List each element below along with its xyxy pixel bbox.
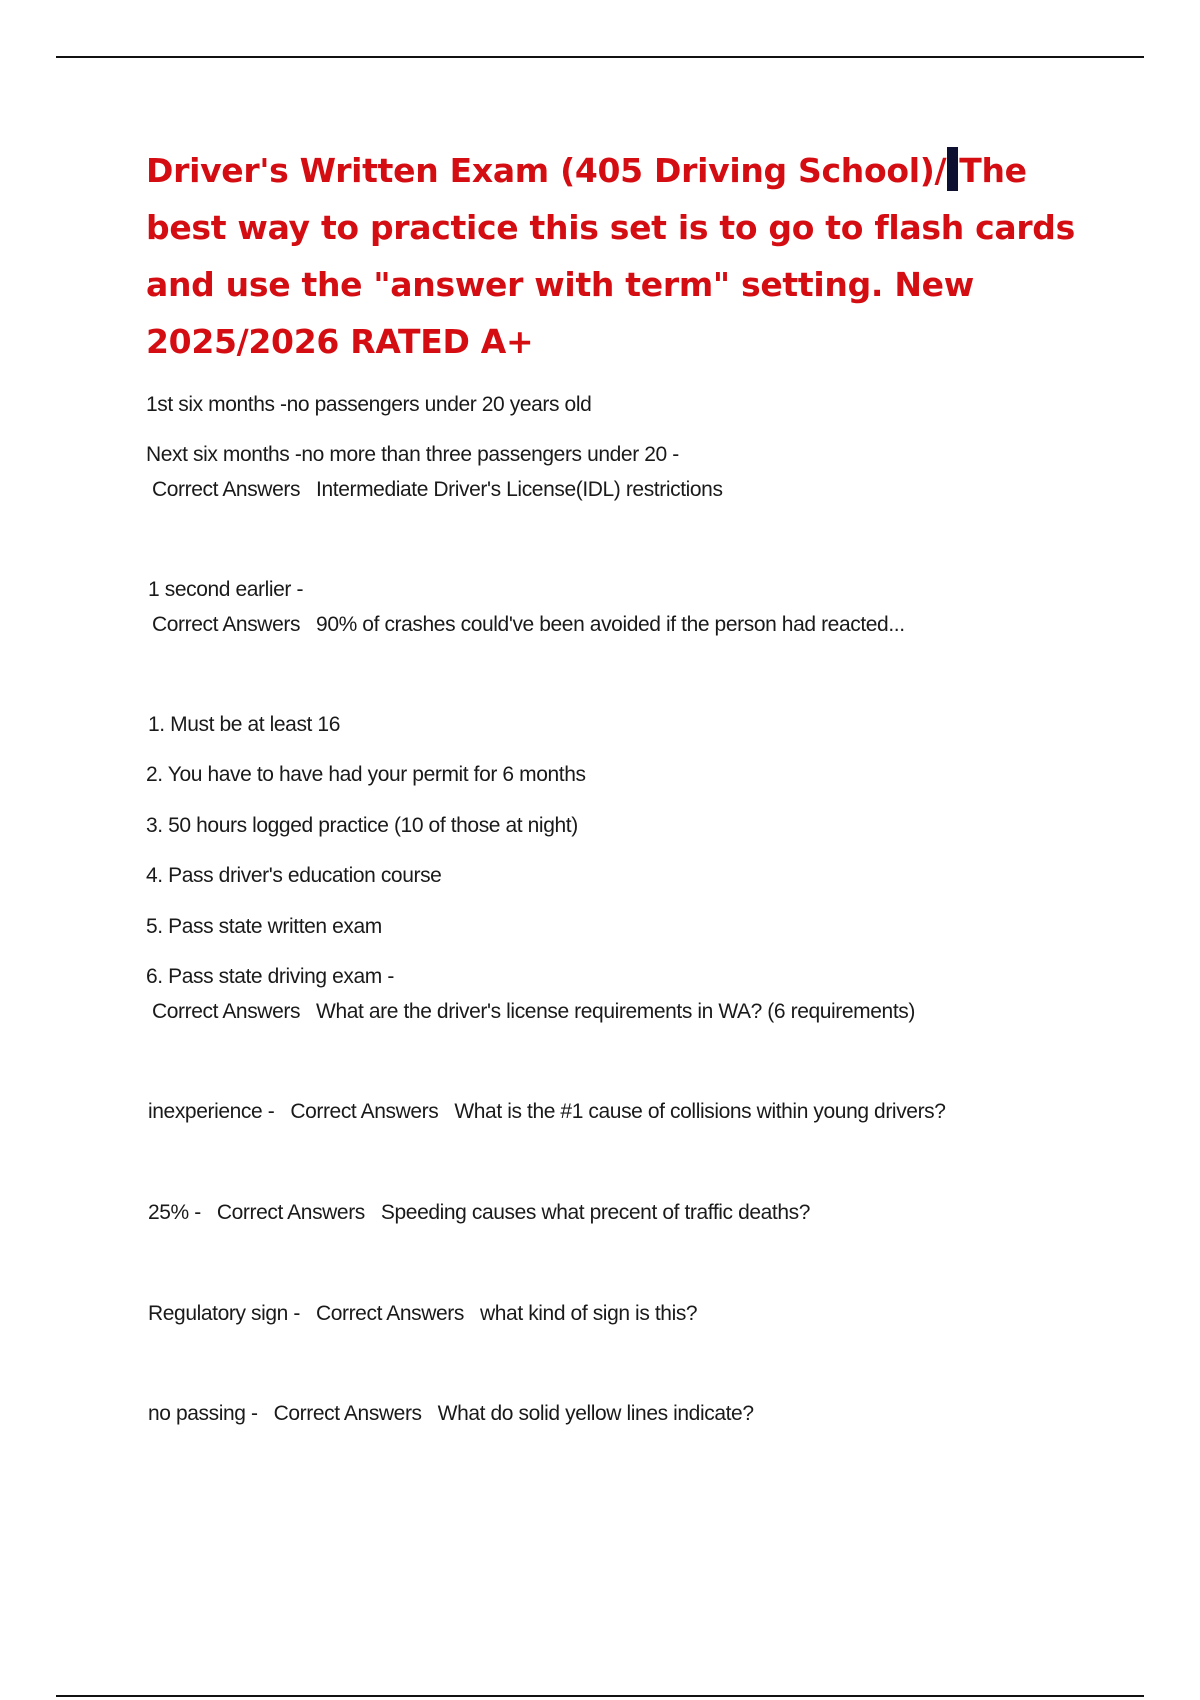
correct-answers-label: Correct Answers <box>216 1201 365 1224</box>
card5-answer: 25% - <box>148 1201 201 1224</box>
card3-question-line <box>152 997 915 1027</box>
card4-answer: inexperience - <box>148 1100 275 1123</box>
card5-line <box>148 1198 810 1228</box>
card7-question: What do solid yellow lines indicate? <box>437 1402 754 1425</box>
card3-item-3: 3. 50 hours logged practice (10 of those at night) <box>146 814 578 837</box>
card1-question-line <box>152 475 723 505</box>
card1-answer-line-2: Next six months -no more than three passengers under 20 - <box>146 443 679 466</box>
card6-question: what kind of sign is this? <box>480 1302 698 1325</box>
card4-question: What is the #1 cause of collisions within young drivers? <box>454 1100 946 1123</box>
title-part-1: Driver's Written Exam (405 Driving School)/ <box>146 151 947 190</box>
card1-answer-line-1: 1st six months -no passengers under 20 years old <box>146 393 592 416</box>
card3-question: What are the driver's license requirements in WA? (6 requirements) <box>316 1000 915 1023</box>
correct-answers-label: Correct Answers <box>315 1302 464 1325</box>
card2-answer: 1 second earlier - <box>148 578 304 601</box>
card3-item-6: 6. Pass state driving exam - <box>146 965 394 988</box>
card3-item-4: 4. Pass driver's education course <box>146 864 442 887</box>
card7-answer: no passing - <box>148 1402 258 1425</box>
card6-answer: Regulatory sign - <box>148 1302 300 1325</box>
top-rule <box>56 56 1144 58</box>
card6-line <box>148 1299 697 1329</box>
correct-answers-label: Correct Answers <box>152 613 301 636</box>
document-title <box>146 142 1086 370</box>
correct-answers-label: Correct Answers <box>290 1100 439 1123</box>
bottom-rule <box>56 1695 1144 1697</box>
card1-question: Intermediate Driver's License(IDL) restrictions <box>316 478 723 501</box>
correct-answers-label: Correct Answers <box>152 478 301 501</box>
text-cursor <box>947 147 958 191</box>
correct-answers-label: Correct Answers <box>273 1402 422 1425</box>
card5-question: Speeding causes what precent of traffic deaths? <box>380 1201 811 1224</box>
correct-answers-label: Correct Answers <box>152 1000 301 1023</box>
card2-question: 90% of crashes could've been avoided if the person had reacted... <box>316 613 905 636</box>
card3-item-2: 2. You have to have had your permit for 6 months <box>146 763 586 786</box>
card4-line <box>148 1097 946 1127</box>
card3-item-5: 5. Pass state written exam <box>146 915 382 938</box>
card2-question-line <box>152 610 905 640</box>
card7-line <box>148 1399 754 1429</box>
title-part-2: The best way to practice this set is to go to flash cards and use the "answer with term" setting. New 2025/2026 RATED A+ <box>146 151 1075 361</box>
card3-item-1: 1. Must be at least 16 <box>148 713 340 736</box>
